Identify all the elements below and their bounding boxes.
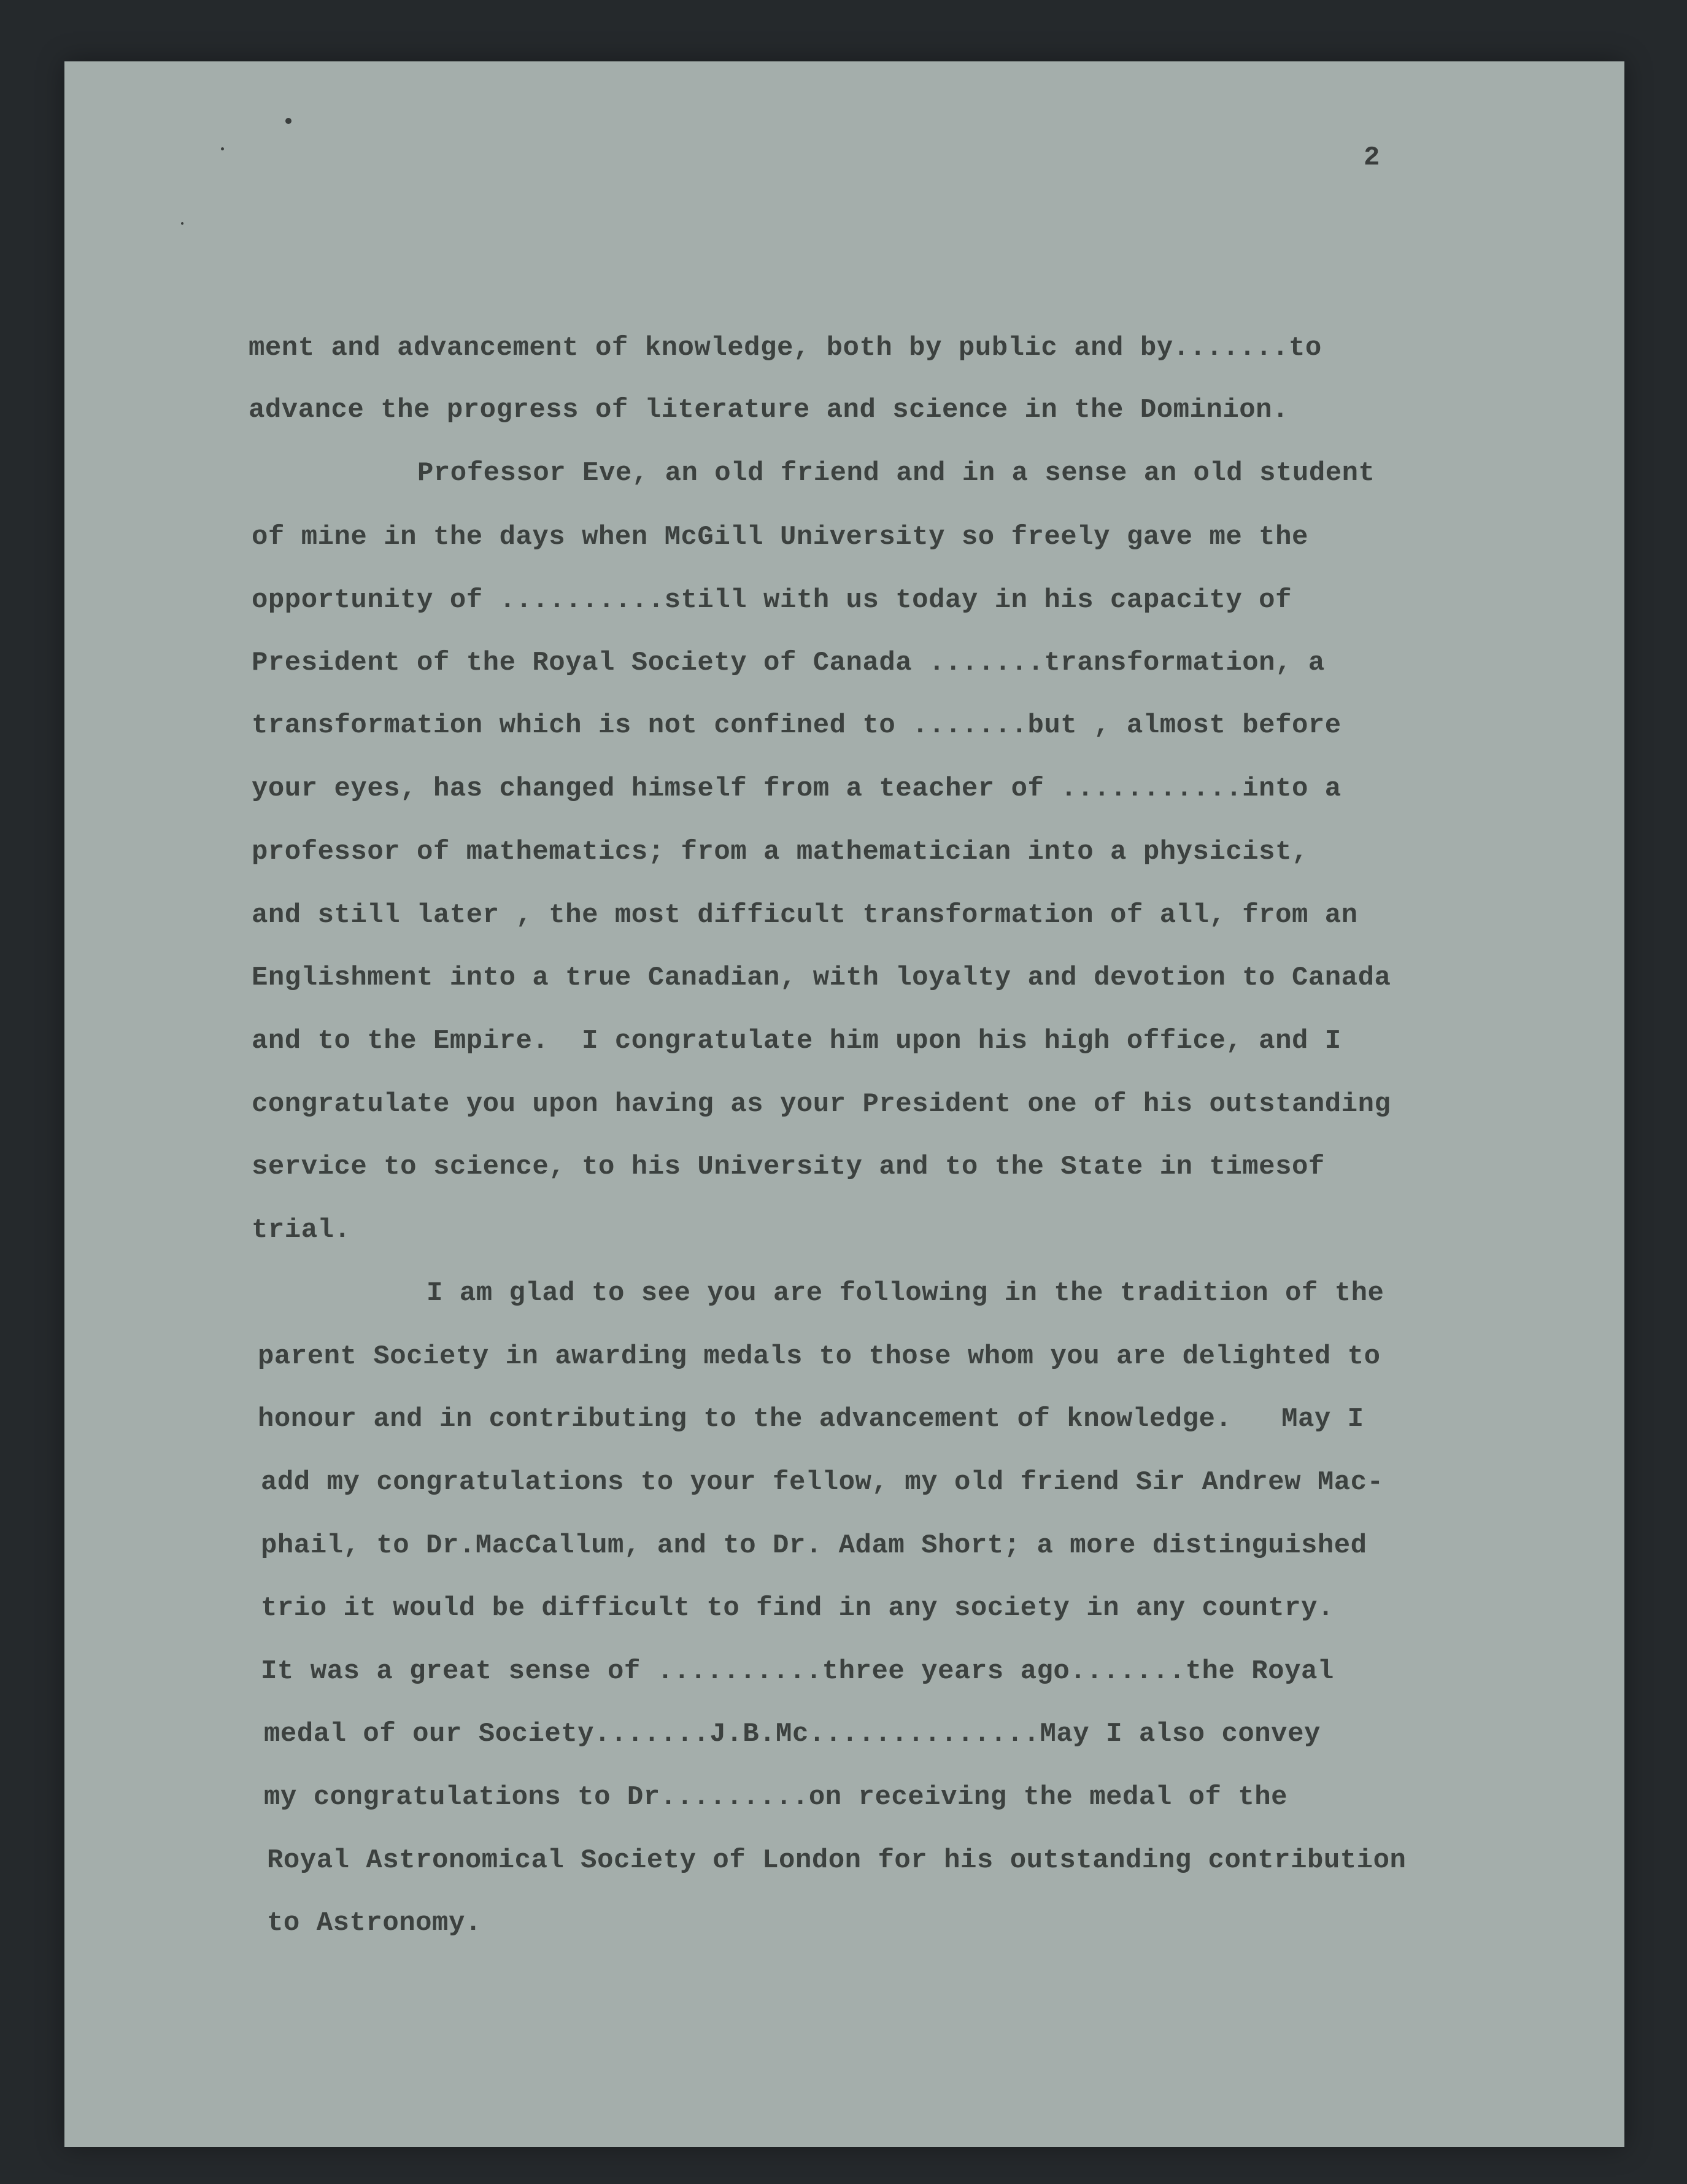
text-line: Englishment into a true Canadian, with loyalty and devotion to Canada	[252, 962, 1391, 993]
text-line: and still later , the most difficult transformation of all, from an	[252, 900, 1358, 931]
text-line: ment and advancement of knowledge, both by public and by.......to	[249, 333, 1322, 363]
text-line: your eyes, has changed himself from a teacher of ...........into a	[252, 773, 1341, 804]
stray-ink-mark	[181, 222, 183, 225]
text-line: advance the progress of literature and science in the Dominion.	[249, 395, 1289, 425]
stray-ink-mark	[221, 147, 224, 150]
page-number: 2	[1364, 142, 1380, 173]
text-line: trio it would be difficult to find in any society in any country.	[261, 1593, 1334, 1624]
text-line: professor of mathematics; from a mathematician into a physicist,	[252, 837, 1308, 867]
text-line: service to science, to his University and to the State in timesof	[252, 1152, 1325, 1182]
text-line: honour and in contributing to the advancement of knowledge. May I	[258, 1404, 1364, 1435]
text-line: to Astronomy.	[267, 1908, 482, 1938]
stray-ink-mark	[285, 118, 291, 124]
text-line: my congratulations to Dr.........on receiving the medal of the	[264, 1782, 1288, 1813]
text-line: Royal Astronomical Society of London for his outstanding contribution	[267, 1845, 1407, 1876]
text-line: congratulate you upon having as your President one of his outstanding	[252, 1089, 1391, 1120]
text-line: Professor Eve, an old friend and in a sense an old student	[417, 458, 1375, 489]
text-line: of mine in the days when McGill University so freely gave me the	[252, 522, 1308, 552]
text-line: medal of our Society.......J.B.Mc..............May I also convey	[264, 1719, 1321, 1749]
text-line: opportunity of ..........still with us today in his capacity of	[252, 585, 1292, 616]
text-line: parent Society in awarding medals to those whom you are delighted to	[258, 1341, 1381, 1372]
text-line: add my congratulations to your fellow, my old friend Sir Andrew Mac-	[261, 1467, 1384, 1498]
text-line: phail, to Dr.MacCallum, and to Dr. Adam Short; a more distinguished	[261, 1530, 1367, 1561]
text-line: and to the Empire. I congratulate him upon his high office, and I	[252, 1026, 1341, 1056]
text-line: I am glad to see you are following in the tradition of the	[427, 1278, 1384, 1309]
text-line: transformation which is not confined to .......but , almost before	[252, 710, 1341, 741]
text-line: trial.	[252, 1215, 351, 1245]
text-line: It was a great sense of ..........three years ago.......the Royal	[261, 1656, 1334, 1687]
text-line: President of the Royal Society of Canada .......transformation, a	[252, 648, 1325, 678]
